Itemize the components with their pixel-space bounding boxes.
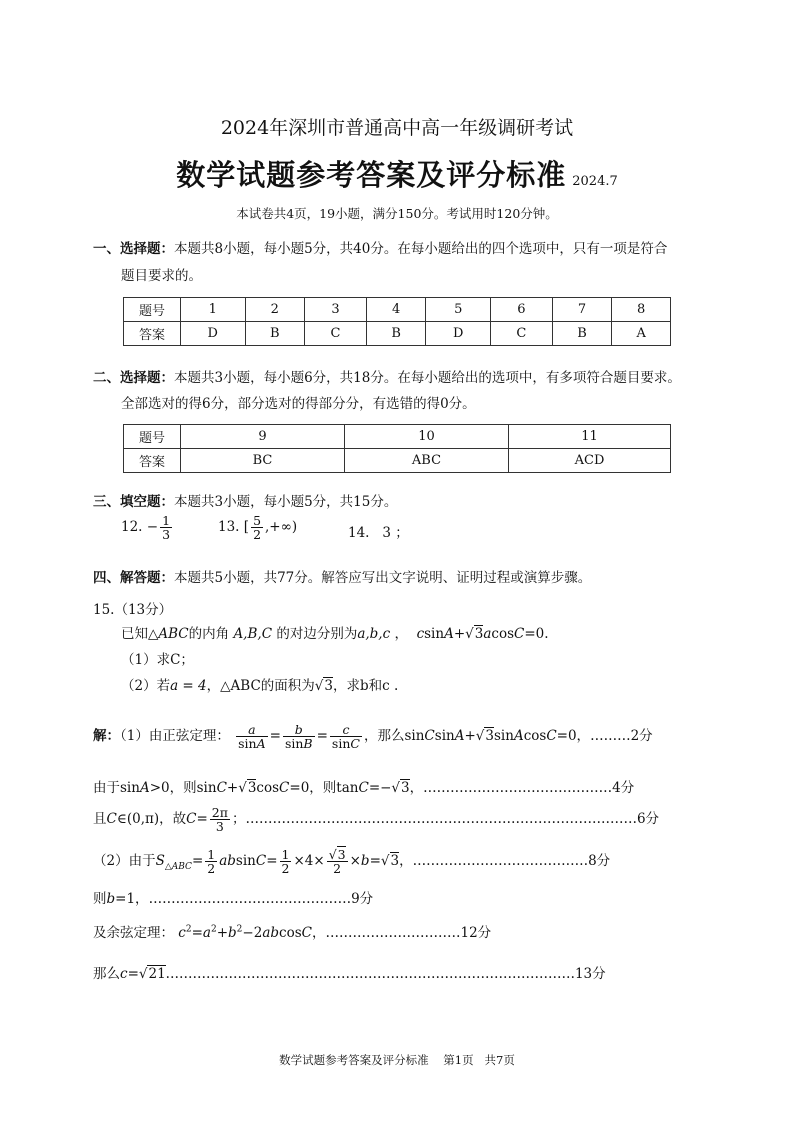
question-number: 2 bbox=[245, 298, 305, 322]
answer-cell: B bbox=[245, 322, 305, 346]
question-number: 3 bbox=[305, 298, 367, 322]
answer-cell: BC bbox=[181, 449, 345, 473]
answer-cell: B bbox=[552, 322, 612, 346]
page-total: 共7页 bbox=[484, 1053, 515, 1067]
table-row bbox=[124, 425, 671, 449]
answer-cell: B bbox=[366, 322, 426, 346]
answer-14: 14. 3 ； bbox=[348, 525, 409, 541]
section3-line bbox=[93, 490, 397, 510]
problem15-statement: 已知△ABC的内角 A,B,C 的对边分别为a,b,c ， csinA+√3acosC=0. bbox=[121, 626, 549, 642]
section1-answer-table bbox=[123, 297, 671, 346]
solution-line1: 解：（1）由正弦定理： $\frac{a}{\sin A}$ = $\frac{b}{\sin B}$ = $\frac{c}{\sin C}$ ，那么sinCsinA+√3sinAcosC=0，………2分 bbox=[93, 722, 653, 752]
problem15-number: 15.（13分） bbox=[93, 602, 173, 618]
section2-answer-table bbox=[123, 424, 671, 473]
table-row bbox=[124, 449, 671, 473]
document-date: 2024.7 bbox=[572, 174, 618, 189]
section4-text: 本题共5小题，共77分。解答应写出文字说明、证明过程或演算步骤。 bbox=[174, 570, 592, 586]
page-footer: 数学试题参考答案及评分标准 第1页 共7页 bbox=[279, 1053, 515, 1067]
table-row bbox=[124, 298, 671, 322]
solution-line5: 则b=1，………………………………………9分 bbox=[93, 891, 374, 907]
fraction: $\frac{1}{3}$ bbox=[162, 513, 171, 543]
exam-title: 2024年深圳市普通高中高一年级调研考试 bbox=[220, 117, 574, 139]
question-number: 5 bbox=[426, 298, 491, 322]
section3-text: 本题共3小题，每小题5分，共15分。 bbox=[174, 494, 398, 510]
answer-cell: ACD bbox=[509, 449, 671, 473]
solution-line2: 由于sinA>0，则sinC+√3cosC=0，则tanC=−√3，……………………………………4分 bbox=[93, 780, 635, 796]
row-label: 答案 bbox=[124, 449, 181, 473]
question-number: 6 bbox=[490, 298, 552, 322]
answer-cell: A bbox=[612, 322, 671, 346]
section2-text1: 本题共3小题，每小题6分，共18分。在每小题给出的选项中，有多项符合题目要求。 bbox=[174, 370, 681, 386]
question-number: 4 bbox=[366, 298, 426, 322]
section1-text1: 本题共8小题，每小题5分，共40分。在每小题给出的四个选项中，只有一项是符合 bbox=[174, 241, 668, 257]
document-title: 数学试题参考答案及评分标准 bbox=[176, 158, 567, 192]
solution-line3: 且C∈(0,π)，故C= $\frac{2\pi}{3}$ ；……………………………………………………………………………6分 bbox=[93, 805, 660, 835]
section4-line bbox=[93, 566, 591, 586]
section3-heading: 三、填空题： bbox=[93, 494, 174, 510]
section4-heading: 四、解答题： bbox=[93, 570, 174, 586]
section2-line1 bbox=[93, 366, 681, 386]
answer-cell: ABC bbox=[345, 449, 509, 473]
question-number: 9 bbox=[181, 425, 345, 449]
section2-heading: 二、选择题： bbox=[93, 370, 174, 386]
question-number: 7 bbox=[552, 298, 612, 322]
solution-line4: （2）由于$S_{\triangle ABC}=$ $\frac{1}{2}$ absinC= $\frac{1}{2}$ ×4× $\frac{√3}{2}$ ×b=√3，…………………………………8分 bbox=[93, 847, 611, 877]
row-label: 题号 bbox=[124, 298, 181, 322]
row-label: 题号 bbox=[124, 425, 181, 449]
section1-heading: 一、选择题： bbox=[93, 241, 174, 257]
section1-line1 bbox=[93, 237, 667, 257]
table-row bbox=[124, 322, 671, 346]
section1-text2: 题目要求的。 bbox=[121, 268, 202, 284]
answer-12: 12. − $\frac{1}{3}$ bbox=[121, 513, 171, 543]
row-label: 答案 bbox=[124, 322, 181, 346]
page-number: 第1页 bbox=[443, 1053, 474, 1067]
answer-cell: D bbox=[426, 322, 491, 346]
section2-text2: 全部选对的得6分，部分选对的得部分分，有选错的得0分。 bbox=[121, 396, 476, 412]
question-number: 1 bbox=[181, 298, 246, 322]
question-number: 11 bbox=[509, 425, 671, 449]
answer-cell: C bbox=[490, 322, 552, 346]
problem15-part1: （1）求C； bbox=[121, 652, 194, 668]
solution-line7: 那么c=√21.………………………………………………………………………………13分 bbox=[93, 966, 606, 982]
answer-13: 13. [ $\frac{5}{2}$ ,+∞) bbox=[218, 513, 298, 543]
exam-info: 本试卷共4页，19小题，满分150分。考试用时120分钟。 bbox=[236, 206, 558, 221]
question-number: 10 bbox=[345, 425, 509, 449]
answer-cell: D bbox=[181, 322, 246, 346]
answer-cell: C bbox=[305, 322, 367, 346]
question-number: 8 bbox=[612, 298, 671, 322]
document-title-row bbox=[0, 153, 794, 194]
problem15-part2: （2）若a = 4，△ABC的面积为√3，求b和c . bbox=[121, 678, 399, 694]
solution-line6: 及余弦定理： $c^2=a^2+b^2-2abcosC$，…………………………12分 bbox=[93, 924, 492, 941]
fraction: $\frac{5}{2}$ bbox=[253, 513, 262, 543]
